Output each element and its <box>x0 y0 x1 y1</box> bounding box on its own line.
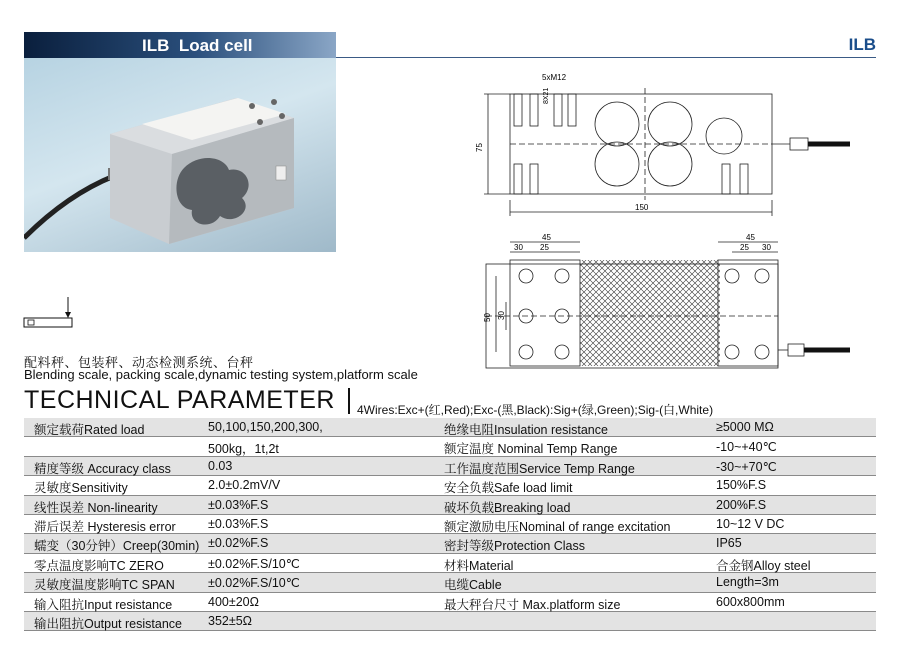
param-name-left: 精度等级 Accuracy class <box>34 461 171 476</box>
param-value-right: IP65 <box>716 536 742 551</box>
dim-25-right: 25 <box>740 243 749 252</box>
param-name-left: 蠕变（30分钟）Creep(30min) <box>34 539 200 554</box>
table-row <box>24 515 876 534</box>
param-value-right: 10~12 V DC <box>716 516 785 531</box>
table-row <box>24 554 876 573</box>
param-value-left: ±0.03%F.S <box>208 516 269 531</box>
param-name-right: 材料Material <box>444 558 514 573</box>
load-cell-illustration <box>24 58 336 252</box>
param-name-left: 灵敏度Sensitivity <box>34 481 128 496</box>
param-name-right: 破坏负载Breaking load <box>444 500 571 515</box>
dim-30-left: 30 <box>514 243 523 252</box>
param-value-left: ±0.02%F.S <box>208 536 269 551</box>
param-name-left: 灵敏度温度影响TC SPAN <box>34 578 175 593</box>
param-value-right: 合金钢Alloy steel <box>716 558 811 573</box>
parameter-table <box>24 418 876 631</box>
table-row <box>24 612 876 631</box>
load-direction-icon <box>22 297 78 337</box>
table-row <box>24 476 876 495</box>
technical-parameter-heading: TECHNICAL PARAMETER <box>24 386 335 414</box>
heading-separator <box>348 388 350 414</box>
param-name-right: 密封等级Protection Class <box>444 539 586 554</box>
dim-45-right: 45 <box>746 233 755 242</box>
param-name-left: 额定载荷Rated load <box>34 423 145 437</box>
length-label: 150 <box>635 203 649 212</box>
title-bar <box>24 32 336 58</box>
param-value-left: 500kg，1t,2t <box>208 442 279 457</box>
param-name-right: 最大秤台尺寸 Max.platform size <box>444 597 621 612</box>
height-label: 75 <box>475 143 484 152</box>
dim-45-left: 45 <box>542 233 551 242</box>
dim-50: 50 <box>483 313 492 322</box>
param-value-left: 352±5Ω <box>208 613 253 628</box>
param-name-right: 安全负载Safe load limit <box>444 481 573 496</box>
dim-30-right: 30 <box>762 243 771 252</box>
param-value-right: -30~+70℃ <box>716 459 777 474</box>
wiring-info: 4Wires:Exc+(红,Red);Exc-(黑,Black):Sig+(绿,Green);Sig-(白,White) <box>357 403 714 417</box>
param-value-right: 600x800mm <box>716 594 785 609</box>
param-value-right: 200%F.S <box>716 497 767 512</box>
dim-25-left: 25 <box>540 243 549 252</box>
depth-label: 8X21 <box>543 87 550 104</box>
param-value-right: ≥5000 MΩ <box>716 420 774 434</box>
product-title: ILB Load cell <box>142 36 253 55</box>
param-value-right: Length=3m <box>716 575 779 590</box>
param-value-left: 0.03 <box>208 458 233 473</box>
table-row <box>24 593 876 612</box>
table-row <box>24 457 876 476</box>
param-value-left: 50,100,150,200,300, <box>208 420 323 434</box>
table-row <box>24 418 876 437</box>
param-name-left: 输出阻抗Output resistance <box>34 616 182 631</box>
param-value-left: ±0.02%F.S/10℃ <box>208 556 300 571</box>
param-value-left: ±0.02%F.S/10℃ <box>208 576 300 591</box>
table-row <box>24 437 876 456</box>
param-name-left: 零点温度影响TC ZERO <box>34 558 164 573</box>
applications-cn: 配料秤、包装秤、动态检测系统、台秤 <box>24 355 254 370</box>
param-value-right: -10~+40℃ <box>716 440 777 455</box>
side-view-drawing <box>470 66 870 236</box>
param-value-left: 400±20Ω <box>208 594 259 609</box>
product-photo <box>24 58 336 252</box>
header-rule <box>336 57 876 58</box>
param-value-left: 2.0±0.2mV/V <box>208 478 281 493</box>
param-name-right: 额定激励电压Nominal of range excitation <box>444 519 671 534</box>
param-name-right: 绝缘电阻Insulation resistance <box>444 423 608 437</box>
table-row <box>24 534 876 553</box>
product-code: ILB <box>848 35 876 54</box>
param-value-right: 150%F.S <box>716 478 767 493</box>
dim-30-vertical: 30 <box>497 311 506 320</box>
table-row <box>24 496 876 515</box>
table-row <box>24 573 876 592</box>
param-name-left: 滞后误差 Hysteresis error <box>34 519 176 534</box>
param-value-left: ±0.03%F.S <box>208 497 269 512</box>
param-name-left: 输入阻抗Input resistance <box>34 597 173 612</box>
param-name-right: 额定温度 Nominal Temp Range <box>444 442 618 457</box>
thread-label: 5xM12 <box>542 73 567 82</box>
param-name-left: 线性误差 Non-linearity <box>34 500 158 515</box>
applications-en: Blending scale, packing scale,dynamic testing system,platform scale <box>24 367 418 382</box>
param-name-right: 电缆Cable <box>444 578 502 593</box>
param-name-right: 工作温度范围Service Temp Range <box>444 461 635 476</box>
top-view-drawing <box>470 232 870 382</box>
